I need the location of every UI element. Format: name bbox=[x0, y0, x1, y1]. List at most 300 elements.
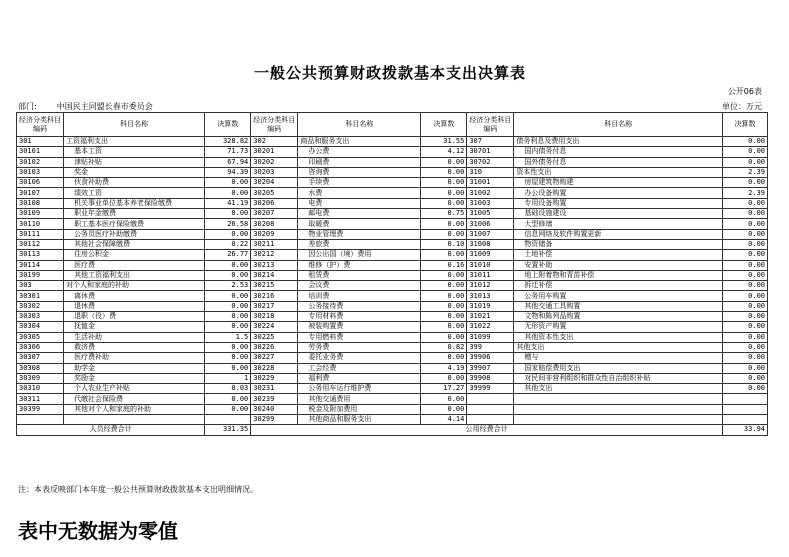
cell-name: 公务接待费 bbox=[298, 301, 421, 311]
cell-code: 31012 bbox=[467, 281, 514, 291]
cell-name: 其他工资福利支出 bbox=[64, 270, 205, 280]
cell-name: 信息网络及软件购置更新 bbox=[514, 229, 723, 239]
cell-name: 地上附着物和青苗补偿 bbox=[514, 270, 723, 280]
cell-code: 30106 bbox=[17, 178, 64, 188]
cell-name bbox=[514, 394, 723, 404]
table-row bbox=[17, 415, 768, 425]
unit-label: 单位：万元 bbox=[722, 102, 762, 111]
cell-code: 30209 bbox=[251, 229, 298, 239]
cell-code: 39906 bbox=[467, 353, 514, 363]
report-title: 一般公共预算财政拨款基本支出决算表 bbox=[253, 64, 526, 82]
cell-amount: 0.00 bbox=[205, 301, 251, 311]
cell-code: 303 bbox=[17, 281, 64, 291]
cell-code: 30217 bbox=[251, 301, 298, 311]
cell-name: 培训费 bbox=[298, 291, 421, 301]
table-row bbox=[17, 229, 768, 239]
cell-amount bbox=[723, 394, 768, 404]
cell-code: 30204 bbox=[251, 178, 298, 188]
cell-amount bbox=[205, 415, 251, 425]
cell-code: 30207 bbox=[251, 209, 298, 219]
cell-amount: 0.75 bbox=[421, 209, 467, 219]
cell-code: 30102 bbox=[17, 157, 64, 167]
cell-code: 30240 bbox=[251, 404, 298, 414]
cell-name: 赠与 bbox=[514, 353, 723, 363]
totals-row bbox=[17, 425, 768, 435]
cell-amount: 0.22 bbox=[205, 239, 251, 249]
cell-code: 31019 bbox=[467, 301, 514, 311]
cell-name: 商品和服务支出 bbox=[298, 137, 421, 147]
cell-code: 31005 bbox=[467, 209, 514, 219]
cell-name: 福利费 bbox=[298, 373, 421, 383]
cell-code: 30302 bbox=[17, 301, 64, 311]
cell-code: 31007 bbox=[467, 229, 514, 239]
cell-name: 办公费 bbox=[298, 147, 421, 157]
cell-name: 职工基本医疗保险缴费 bbox=[64, 219, 205, 229]
cell-amount: 0.00 bbox=[205, 188, 251, 198]
cell-name: 国家赔偿费用支出 bbox=[514, 363, 723, 373]
cell-name: 文物和陈列品购置 bbox=[514, 312, 723, 322]
cell-code: 31021 bbox=[467, 312, 514, 322]
table-note: 注：本表反映部门本年度一般公共预算财政拨款基本支出明细情况。 bbox=[18, 485, 258, 494]
cell-name: 个人农业生产补贴 bbox=[64, 384, 205, 394]
cell-name: 专用设备购置 bbox=[514, 198, 723, 208]
cell-name: 资本性支出 bbox=[514, 167, 723, 177]
cell-code: 30304 bbox=[17, 322, 64, 332]
cell-name: 其他支出 bbox=[514, 384, 723, 394]
cell-code: 31011 bbox=[467, 270, 514, 280]
table-row bbox=[17, 394, 768, 404]
cell-name: 专用燃料费 bbox=[298, 332, 421, 342]
cell-code: 30108 bbox=[17, 198, 64, 208]
cell-name: 印刷费 bbox=[298, 157, 421, 167]
table-row bbox=[17, 342, 768, 352]
cell-name: 无形资产购置 bbox=[514, 322, 723, 332]
table-row bbox=[17, 250, 768, 260]
cell-amount: 17.27 bbox=[421, 384, 467, 394]
cell-name: 对民间非营利组织和群众性自治组织补贴 bbox=[514, 373, 723, 383]
table-row bbox=[17, 188, 768, 198]
cell-amount: 0.00 bbox=[205, 342, 251, 352]
cell-name: 咨询费 bbox=[298, 167, 421, 177]
table-row bbox=[17, 219, 768, 229]
cell-code: 31002 bbox=[467, 188, 514, 198]
cell-name: 奖金 bbox=[64, 167, 205, 177]
cell-name: 差旅费 bbox=[298, 239, 421, 249]
cell-amount: 0.00 bbox=[723, 250, 768, 260]
table-row bbox=[17, 312, 768, 322]
cell-amount: 0.00 bbox=[723, 363, 768, 373]
cell-name: 工会经费 bbox=[298, 363, 421, 373]
cell-name: 退职（役）费 bbox=[64, 312, 205, 322]
cell-amount: 0.00 bbox=[205, 353, 251, 363]
cell-name: 其他交通工具购置 bbox=[514, 301, 723, 311]
cell-amount: 0.03 bbox=[205, 384, 251, 394]
cell-code: 30309 bbox=[17, 373, 64, 383]
cell-name: 其他资本性支出 bbox=[514, 332, 723, 342]
table-row bbox=[17, 332, 768, 342]
cell-amount: 0.00 bbox=[723, 209, 768, 219]
table-row bbox=[17, 270, 768, 280]
cell-name: 伙食补助费 bbox=[64, 178, 205, 188]
cell-amount: 328.82 bbox=[205, 137, 251, 147]
cell-name: 国外债务付息 bbox=[514, 157, 723, 167]
expenditure-table bbox=[16, 112, 768, 436]
table-row bbox=[17, 167, 768, 177]
cell-code: 30306 bbox=[17, 342, 64, 352]
cell-code: 30307 bbox=[17, 353, 64, 363]
header-amount-3: 决算数 bbox=[723, 113, 768, 137]
cell-code: 31008 bbox=[467, 239, 514, 249]
table-row bbox=[17, 209, 768, 219]
cell-name: 其他交通费用 bbox=[298, 394, 421, 404]
cell-code: 30228 bbox=[251, 363, 298, 373]
cell-name: 工资福利支出 bbox=[64, 137, 205, 147]
cell-code: 30308 bbox=[17, 363, 64, 373]
cell-code: 30301 bbox=[17, 291, 64, 301]
cell-code: 30211 bbox=[251, 239, 298, 249]
cell-code: 30214 bbox=[251, 270, 298, 280]
cell-amount: 31.55 bbox=[421, 137, 467, 147]
personnel-total-value: 331.35 bbox=[205, 425, 251, 435]
cell-amount: 0.00 bbox=[723, 322, 768, 332]
cell-code: 31013 bbox=[467, 291, 514, 301]
cell-amount: 0.00 bbox=[723, 353, 768, 363]
cell-amount: 0.00 bbox=[205, 260, 251, 270]
cell-code: 30311 bbox=[17, 394, 64, 404]
cell-amount: 0.00 bbox=[421, 178, 467, 188]
cell-amount: 0.00 bbox=[723, 198, 768, 208]
cell-name: 医疗费补助 bbox=[64, 353, 205, 363]
cell-amount: 0.00 bbox=[421, 188, 467, 198]
cell-code: 301 bbox=[17, 137, 64, 147]
cell-amount: 0.00 bbox=[421, 394, 467, 404]
cell-code: 30113 bbox=[17, 250, 64, 260]
cell-code: 39999 bbox=[467, 384, 514, 394]
cell-amount: 0.00 bbox=[723, 178, 768, 188]
cell-name: 手续费 bbox=[298, 178, 421, 188]
cell-amount: 0.00 bbox=[205, 291, 251, 301]
cell-amount: 0.00 bbox=[205, 270, 251, 280]
cell-code: 30201 bbox=[251, 147, 298, 157]
cell-amount: 26.58 bbox=[205, 219, 251, 229]
cell-amount: 0.00 bbox=[205, 209, 251, 219]
cell-name: 被装购置费 bbox=[298, 322, 421, 332]
cell-amount: 2.39 bbox=[723, 167, 768, 177]
public-total-value: 33.94 bbox=[723, 425, 768, 435]
cell-code: 302 bbox=[251, 137, 298, 147]
header-name-3: 科目名称 bbox=[514, 113, 723, 137]
cell-amount: 94.39 bbox=[205, 167, 251, 177]
cell-code: 30225 bbox=[251, 332, 298, 342]
department-name: 中国民主同盟长春市委员会 bbox=[56, 102, 153, 111]
cell-name: 机关事业单位基本养老保险缴费 bbox=[64, 198, 205, 208]
cell-name: 公务用车运行维护费 bbox=[298, 384, 421, 394]
cell-code: 30231 bbox=[251, 384, 298, 394]
cell-name: 大型修缮 bbox=[514, 219, 723, 229]
cell-name: 抚恤金 bbox=[64, 322, 205, 332]
cell-amount: 2.39 bbox=[723, 188, 768, 198]
table-row bbox=[17, 322, 768, 332]
cell-amount: 0.00 bbox=[421, 250, 467, 260]
cell-amount: 0.00 bbox=[421, 373, 467, 383]
cell-amount: 2.53 bbox=[205, 281, 251, 291]
table-row bbox=[17, 281, 768, 291]
header-name-1: 科目名称 bbox=[64, 113, 205, 137]
cell-amount bbox=[723, 404, 768, 414]
cell-amount: 0.00 bbox=[723, 301, 768, 311]
header-name-2: 科目名称 bbox=[298, 113, 421, 137]
cell-code: 30310 bbox=[17, 384, 64, 394]
cell-code: 30226 bbox=[251, 342, 298, 352]
cell-amount: 0.00 bbox=[205, 312, 251, 322]
cell-amount: 0.00 bbox=[421, 270, 467, 280]
cell-code: 30110 bbox=[17, 219, 64, 229]
cell-name: 水费 bbox=[298, 188, 421, 198]
cell-code bbox=[467, 394, 514, 404]
cell-name: 绩效工资 bbox=[64, 188, 205, 198]
cell-code: 30205 bbox=[251, 188, 298, 198]
cell-code: 30203 bbox=[251, 167, 298, 177]
cell-code: 31022 bbox=[467, 322, 514, 332]
cell-code: 30107 bbox=[17, 188, 64, 198]
cell-name: 拆迁补偿 bbox=[514, 281, 723, 291]
cell-code: 30299 bbox=[251, 415, 298, 425]
cell-name: 公务员医疗补助缴费 bbox=[64, 229, 205, 239]
cell-amount: 0.00 bbox=[421, 291, 467, 301]
cell-name: 取暖费 bbox=[298, 219, 421, 229]
table-row bbox=[17, 178, 768, 188]
personnel-total-label: 人员经费合计 bbox=[17, 425, 205, 435]
table-row bbox=[17, 384, 768, 394]
cell-code: 30208 bbox=[251, 219, 298, 229]
table-row bbox=[17, 260, 768, 270]
cell-name: 奖励金 bbox=[64, 373, 205, 383]
cell-amount: 71.73 bbox=[205, 147, 251, 157]
cell-code: 39908 bbox=[467, 373, 514, 383]
cell-code: 31099 bbox=[467, 332, 514, 342]
cell-code bbox=[467, 404, 514, 414]
cell-name: 会议费 bbox=[298, 281, 421, 291]
cell-amount: 0.00 bbox=[421, 312, 467, 322]
cell-name: 其他商品和服务支出 bbox=[298, 415, 421, 425]
cell-name: 房屋建筑物购建 bbox=[514, 178, 723, 188]
cell-name: 离休费 bbox=[64, 291, 205, 301]
cell-amount: 67.94 bbox=[205, 157, 251, 167]
cell-amount: 0.00 bbox=[723, 260, 768, 270]
cell-code: 30109 bbox=[17, 209, 64, 219]
cell-name: 电费 bbox=[298, 198, 421, 208]
cell-code: 30229 bbox=[251, 373, 298, 383]
cell-code: 30199 bbox=[17, 270, 64, 280]
cell-code: 31010 bbox=[467, 260, 514, 270]
cell-name: 维修（护）费 bbox=[298, 260, 421, 270]
cell-amount: 0.00 bbox=[723, 147, 768, 157]
cell-name bbox=[514, 404, 723, 414]
cell-amount: 0.00 bbox=[205, 404, 251, 414]
cell-name: 职业年金缴费 bbox=[64, 209, 205, 219]
cell-amount: 1.5 bbox=[205, 332, 251, 342]
cell-name: 物资储备 bbox=[514, 239, 723, 249]
cell-amount: 0.00 bbox=[421, 198, 467, 208]
table-row bbox=[17, 291, 768, 301]
cell-name: 助学金 bbox=[64, 363, 205, 373]
cell-name: 救济费 bbox=[64, 342, 205, 352]
zero-value-statement: 表中无数据为零值 bbox=[18, 519, 178, 543]
cell-amount: 0.00 bbox=[723, 332, 768, 342]
table-row bbox=[17, 301, 768, 311]
cell-code: 307 bbox=[467, 137, 514, 147]
table-row bbox=[17, 198, 768, 208]
cell-code: 30224 bbox=[251, 322, 298, 332]
cell-amount: 0.00 bbox=[421, 157, 467, 167]
cell-code: 30216 bbox=[251, 291, 298, 301]
cell-amount: 0.00 bbox=[723, 219, 768, 229]
cell-name: 其他对个人和家庭的补助 bbox=[64, 404, 205, 414]
cell-name: 专用材料费 bbox=[298, 312, 421, 322]
cell-amount: 0.00 bbox=[421, 322, 467, 332]
cell-code: 30303 bbox=[17, 312, 64, 322]
table-row bbox=[17, 147, 768, 157]
cell-name: 基本工资 bbox=[64, 147, 205, 157]
cell-code: 31003 bbox=[467, 198, 514, 208]
cell-code: 31009 bbox=[467, 250, 514, 260]
cell-name: 租赁费 bbox=[298, 270, 421, 280]
form-number: 公开06表 bbox=[727, 87, 762, 96]
cell-name: 代缴社会保险费 bbox=[64, 394, 205, 404]
cell-name: 税金及附加费用 bbox=[298, 404, 421, 414]
header-amount-1: 决算数 bbox=[205, 113, 251, 137]
cell-name: 因公出国（境）费用 bbox=[298, 250, 421, 260]
cell-name: 委托业务费 bbox=[298, 353, 421, 363]
table-row bbox=[17, 137, 768, 147]
cell-code: 30213 bbox=[251, 260, 298, 270]
cell-amount: 0.00 bbox=[421, 301, 467, 311]
cell-name: 生活补助 bbox=[64, 332, 205, 342]
cell-amount bbox=[723, 415, 768, 425]
cell-amount: 0.00 bbox=[421, 404, 467, 414]
cell-name: 国内债务付息 bbox=[514, 147, 723, 157]
cell-amount: 0.00 bbox=[723, 373, 768, 383]
cell-code: 31006 bbox=[467, 219, 514, 229]
cell-name: 劳务费 bbox=[298, 342, 421, 352]
header-amount-2: 决算数 bbox=[421, 113, 467, 137]
cell-name: 邮电费 bbox=[298, 209, 421, 219]
cell-code: 30212 bbox=[251, 250, 298, 260]
table-header bbox=[17, 113, 768, 137]
cell-amount: 0.00 bbox=[421, 219, 467, 229]
cell-code: 30305 bbox=[17, 332, 64, 342]
cell-name: 津贴补贴 bbox=[64, 157, 205, 167]
cell-code: 30103 bbox=[17, 167, 64, 177]
cell-code: 31001 bbox=[467, 178, 514, 188]
cell-amount: 0.00 bbox=[421, 167, 467, 177]
cell-amount: 0.00 bbox=[723, 157, 768, 167]
cell-code: 30701 bbox=[467, 147, 514, 157]
cell-name: 基础设施建设 bbox=[514, 209, 723, 219]
header-code-2: 经济分类科目编码 bbox=[251, 113, 298, 137]
cell-amount: 0.00 bbox=[723, 270, 768, 280]
cell-code: 30218 bbox=[251, 312, 298, 322]
cell-amount: 0.00 bbox=[205, 394, 251, 404]
table-row bbox=[17, 404, 768, 414]
cell-name: 对个人和家庭的补助 bbox=[64, 281, 205, 291]
cell-amount: 0.00 bbox=[205, 363, 251, 373]
cell-code: 30227 bbox=[251, 353, 298, 363]
report-sheet bbox=[12, 52, 768, 498]
cell-amount: 0.82 bbox=[421, 342, 467, 352]
public-total-label: 公用经费合计 bbox=[251, 425, 723, 435]
header-code-1: 经济分类科目编码 bbox=[17, 113, 64, 137]
cell-amount: 1 bbox=[205, 373, 251, 383]
cell-code: 30114 bbox=[17, 260, 64, 270]
cell-code: 30399 bbox=[17, 404, 64, 414]
cell-amount: 0.16 bbox=[421, 260, 467, 270]
cell-name: 办公设备购置 bbox=[514, 188, 723, 198]
cell-amount: 0.00 bbox=[421, 332, 467, 342]
table-row bbox=[17, 363, 768, 373]
cell-name: 公务用车购置 bbox=[514, 291, 723, 301]
cell-name: 物业管理费 bbox=[298, 229, 421, 239]
cell-code: 30206 bbox=[251, 198, 298, 208]
cell-name: 其他社会保障缴费 bbox=[64, 239, 205, 249]
cell-amount: 4.12 bbox=[421, 147, 467, 157]
cell-name: 土地补偿 bbox=[514, 250, 723, 260]
department-line bbox=[18, 101, 153, 112]
cell-amount: 4.14 bbox=[421, 415, 467, 425]
cell-code: 399 bbox=[467, 342, 514, 352]
cell-amount: 0.00 bbox=[205, 178, 251, 188]
cell-amount: 0.00 bbox=[723, 229, 768, 239]
cell-amount: 0.00 bbox=[421, 281, 467, 291]
cell-amount: 0.00 bbox=[723, 384, 768, 394]
cell-name: 医疗费 bbox=[64, 260, 205, 270]
cell-amount: 0.00 bbox=[723, 137, 768, 147]
cell-code: 310 bbox=[467, 167, 514, 177]
cell-amount: 0.00 bbox=[723, 312, 768, 322]
cell-amount: 0.00 bbox=[723, 291, 768, 301]
cell-amount: 0.10 bbox=[421, 239, 467, 249]
cell-code: 30239 bbox=[251, 394, 298, 404]
cell-code: 30112 bbox=[17, 239, 64, 249]
cell-name: 安置补助 bbox=[514, 260, 723, 270]
cell-name: 住房公积金 bbox=[64, 250, 205, 260]
cell-code: 30101 bbox=[17, 147, 64, 157]
cell-code: 30202 bbox=[251, 157, 298, 167]
cell-amount: 0.00 bbox=[723, 239, 768, 249]
cell-name: 债务利息及费用支出 bbox=[514, 137, 723, 147]
department-label: 部门: bbox=[18, 102, 37, 111]
cell-code bbox=[17, 415, 64, 425]
cell-amount: 0.00 bbox=[723, 281, 768, 291]
cell-code: 30215 bbox=[251, 281, 298, 291]
cell-amount: 0.00 bbox=[205, 229, 251, 239]
cell-amount: 0.00 bbox=[205, 322, 251, 332]
cell-amount: 0.00 bbox=[421, 229, 467, 239]
table-row bbox=[17, 239, 768, 249]
table-row bbox=[17, 157, 768, 167]
cell-code: 39907 bbox=[467, 363, 514, 373]
cell-amount: 0.00 bbox=[421, 353, 467, 363]
cell-name bbox=[64, 415, 205, 425]
cell-name: 退休费 bbox=[64, 301, 205, 311]
table-row bbox=[17, 373, 768, 383]
cell-amount: 41.19 bbox=[205, 198, 251, 208]
header-code-3: 经济分类科目编码 bbox=[467, 113, 514, 137]
cell-name: 其他支出 bbox=[514, 342, 723, 352]
cell-amount: 26.77 bbox=[205, 250, 251, 260]
cell-code bbox=[467, 415, 514, 425]
cell-name bbox=[514, 415, 723, 425]
